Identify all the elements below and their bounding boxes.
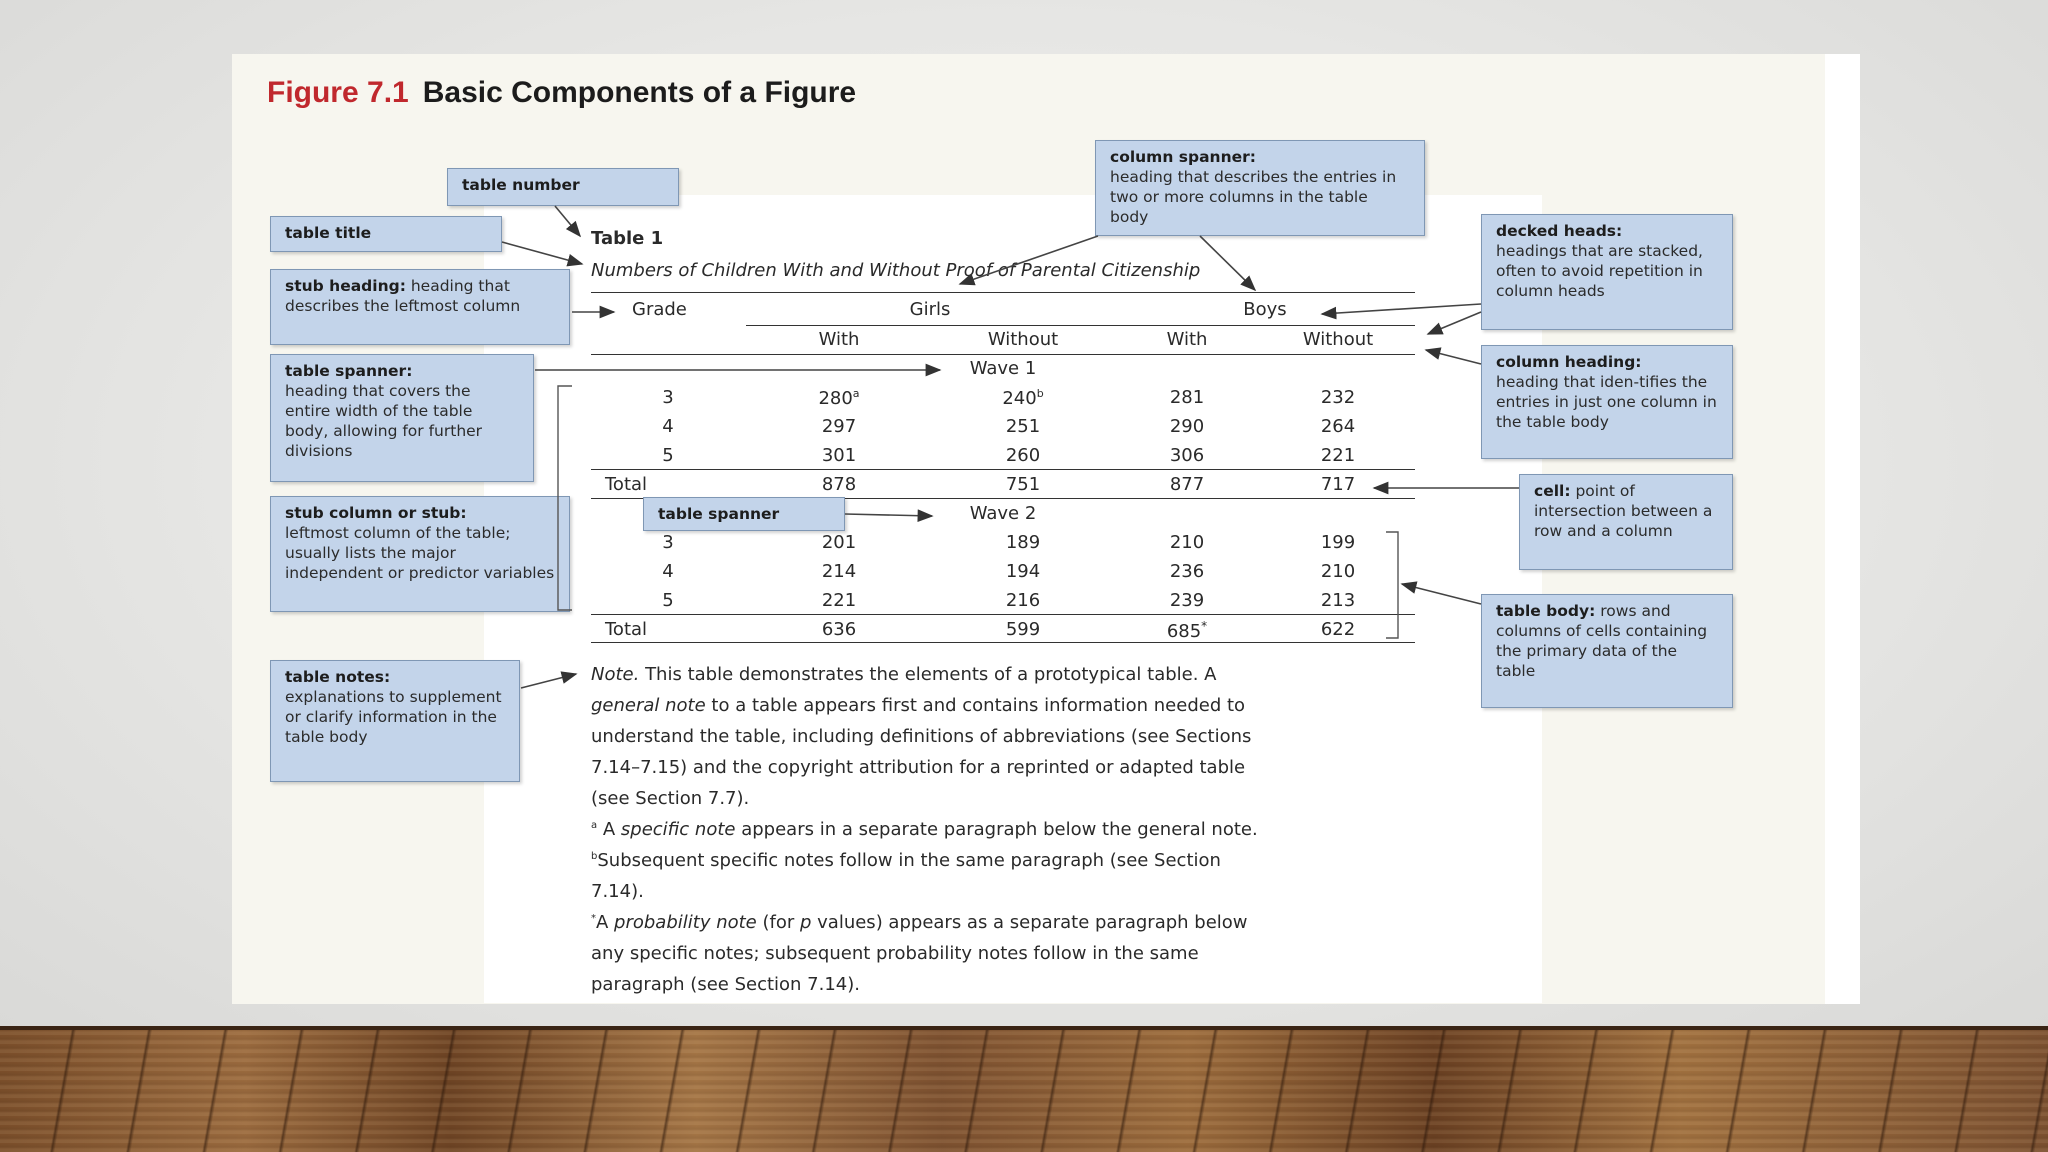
total-label: Total: [605, 619, 648, 640]
table-cell: 264: [1320, 416, 1356, 437]
callout-table-spanner-inline: table spanner: [643, 497, 845, 531]
table-cell: 301: [821, 445, 857, 466]
stub-cell: 3: [662, 532, 674, 553]
total-cell: 751: [1005, 474, 1041, 495]
total-cell: 636: [821, 619, 857, 640]
general-note-line: (see Section 7.7).: [591, 788, 750, 809]
total-rule: [591, 469, 1415, 470]
callout-table-spanner: table spanner: heading that covers the entire width of the table body, allowing for further divisions: [270, 354, 534, 482]
total-cell: 622: [1320, 619, 1356, 640]
table-cell: 306: [1169, 445, 1205, 466]
column-head-girls-with: With: [818, 329, 860, 350]
callout-stub-heading: stub heading: heading that describes the leftmost column: [270, 269, 570, 345]
callout-stub-column: stub column or stub: leftmost column of the table; usually lists the major independent or predictor variables: [270, 496, 570, 612]
table-cell: 199: [1320, 532, 1356, 553]
table-cell: 290: [1169, 416, 1205, 437]
table-cell: 210: [1320, 561, 1356, 582]
table-cell: 260: [1005, 445, 1041, 466]
callout-table-body: table body: rows and columns of cells containing the primary data of the table: [1481, 594, 1733, 708]
table-cell: 280$^a$: [818, 387, 860, 409]
total-cell: 599: [1005, 619, 1041, 640]
general-note-line: understand the table, including definitions of abbreviations (see Sections: [591, 726, 1252, 747]
table-cell: 236: [1169, 561, 1205, 582]
table-cell: 232: [1320, 387, 1356, 408]
stub-cell: 4: [662, 416, 674, 437]
figure-edge-strip: [1825, 54, 1860, 1004]
table-cell: 251: [1005, 416, 1041, 437]
column-head-girls-without: Without: [987, 329, 1059, 350]
spanner-girls: Girls: [909, 299, 951, 320]
table-cell: 213: [1320, 590, 1356, 611]
total-rule: [591, 614, 1415, 615]
table-cell: 239: [1169, 590, 1205, 611]
callout-table-number: table number: [447, 168, 679, 206]
total-cell: 878: [821, 474, 857, 495]
spanner-boys: Boys: [1243, 299, 1287, 320]
stub-cell: 5: [662, 590, 674, 611]
callout-table-notes: table notes: explanations to supplement or clarify information in the table body: [270, 660, 520, 782]
table-cell: 210: [1169, 532, 1205, 553]
specific-note: $^a$ A specific note appears in a separate paragraph below the general note.: [591, 819, 1258, 840]
table-cell: 221: [821, 590, 857, 611]
wave-1-spanner: Wave 1: [969, 358, 1037, 379]
stub-cell: 5: [662, 445, 674, 466]
table-cell: 194: [1005, 561, 1041, 582]
figure-number: Figure 7.1: [267, 76, 409, 109]
callout-cell: cell: point of intersection between a row and a column: [1519, 474, 1733, 570]
column-head-boys-with: With: [1166, 329, 1208, 350]
callout-decked-heads: decked heads: headings that are stacked, often to avoid repetition in column heads: [1481, 214, 1733, 330]
total-cell: 717: [1320, 474, 1356, 495]
top-rule: [591, 292, 1415, 293]
table-cell: 240$^b$: [1002, 387, 1044, 409]
general-note-line: 7.14–7.15) and the copyright attribution for a reprinted or adapted table: [591, 757, 1246, 778]
specific-note-line: 7.14).: [591, 881, 644, 902]
column-head-boys-without: Without: [1302, 329, 1374, 350]
table-title: Numbers of Children With and Without Proof of Parental Citizenship: [591, 260, 1201, 281]
wave-2-spanner: Wave 2: [969, 503, 1037, 524]
figure-name: Basic Components of a Figure: [422, 76, 857, 109]
specific-note: $^b$Subsequent specific notes follow in the same paragraph (see Section: [591, 850, 1221, 871]
probability-note-line: any specific notes; subsequent probability notes follow in the same: [591, 943, 1199, 964]
table-cell: 216: [1005, 590, 1041, 611]
callout-column-heading: column heading: heading that iden-tifies the entries in just one column in the table body: [1481, 345, 1733, 459]
stub-heading: Grade: [632, 299, 687, 320]
table-cell: 221: [1320, 445, 1356, 466]
probability-note: *A probability note (for p values) appears as a separate paragraph below: [591, 912, 1248, 933]
table-cell: 214: [821, 561, 857, 582]
table-cell: 297: [821, 416, 857, 437]
total-cell: 877: [1169, 474, 1205, 495]
total-label: Total: [605, 474, 648, 495]
general-note-line: general note to a table appears first and contains information needed to: [591, 695, 1246, 716]
total-cell: 685*: [1166, 619, 1208, 642]
probability-note-line: paragraph (see Section 7.14).: [591, 974, 860, 995]
spanner-rule: [746, 325, 1415, 326]
bottom-rule: [591, 642, 1415, 643]
wood-floor: [0, 1030, 2048, 1152]
table-cell: 281: [1169, 387, 1205, 408]
table-label: Table 1: [591, 228, 664, 249]
callout-column-spanner: column spanner: heading that describes the entries in two or more columns in the table body: [1095, 140, 1425, 236]
callout-table-title: table title: [270, 216, 502, 252]
table-cell: 201: [821, 532, 857, 553]
general-note-line: Note. This table demonstrates the elements of a prototypical table. A: [591, 664, 1217, 685]
table-cell: 189: [1005, 532, 1041, 553]
stub-cell: 3: [662, 387, 674, 408]
figure-title: [267, 76, 856, 110]
head-rule: [591, 354, 1415, 355]
stub-cell: 4: [662, 561, 674, 582]
